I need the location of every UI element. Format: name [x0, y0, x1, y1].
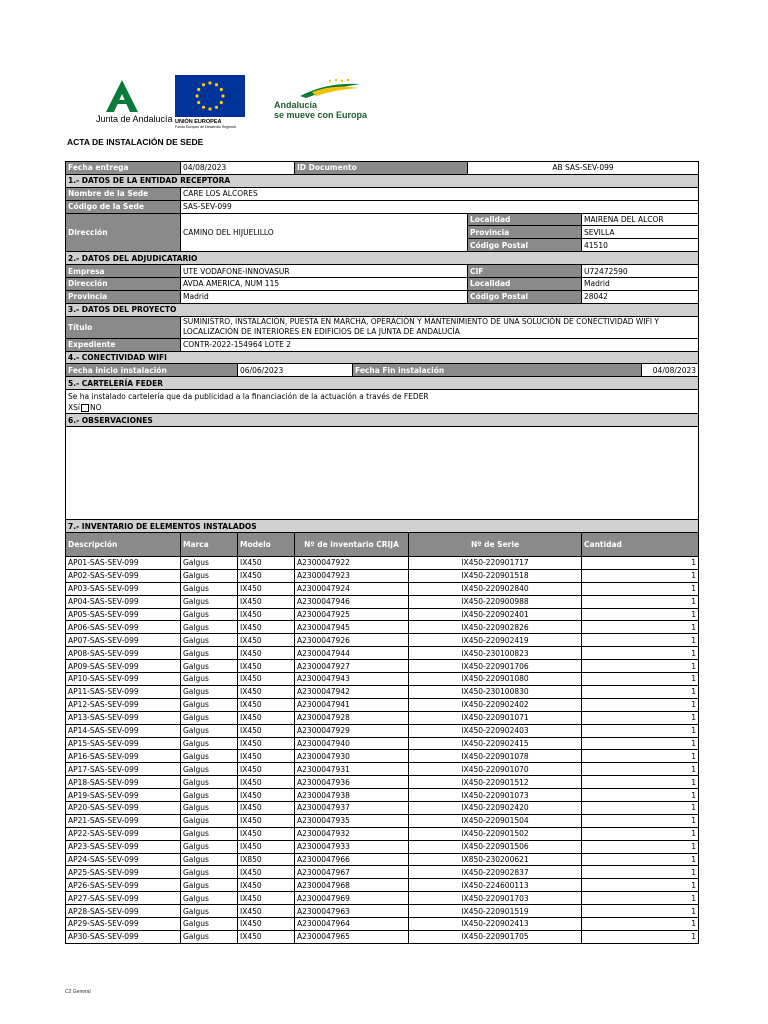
fecha-entrega-value: 04/08/2023 — [181, 162, 295, 175]
cell-inventario: A2300047945 — [295, 621, 409, 634]
section-wifi: 4.- CONECTIVIDAD WIFI — [66, 351, 699, 364]
cell-serie: IX450-220902826 — [409, 621, 582, 634]
cell-descripcion: AP19-SAS-SEV-099 — [66, 789, 181, 802]
direccion-receptora-value: CAMINO DEL HIJUELILLO — [181, 213, 468, 252]
cell-descripcion: AP18-SAS-SEV-099 — [66, 776, 181, 789]
cell-descripcion: AP20-SAS-SEV-099 — [66, 801, 181, 814]
table-row — [66, 917, 699, 930]
cell-descripcion: AP26-SAS-SEV-099 — [66, 879, 181, 892]
cell-serie: IX450-220902420 — [409, 801, 582, 814]
localidad-receptora-label: Localidad — [468, 213, 582, 226]
table-row — [66, 698, 699, 711]
junta-andalucia-logo — [96, 78, 173, 126]
cell-inventario: A2300047938 — [295, 789, 409, 802]
cell-serie: IX450-220901502 — [409, 827, 582, 840]
cell-marca: Galgus — [181, 557, 238, 570]
cell-cantidad: 1 — [582, 647, 699, 660]
header-row — [66, 162, 699, 175]
cell-serie: IX450-220901519 — [409, 905, 582, 918]
cell-marca: Galgus — [181, 660, 238, 673]
junta-a-icon — [102, 78, 142, 114]
cell-inventario: A2300047968 — [295, 879, 409, 892]
cell-inventario: A2300047923 — [295, 569, 409, 582]
cell-cantidad: 1 — [582, 569, 699, 582]
cell-descripcion: AP16-SAS-SEV-099 — [66, 750, 181, 763]
cell-serie: IX450-220901070 — [409, 763, 582, 776]
cell-cantidad: 1 — [582, 673, 699, 686]
union-europea-logo — [175, 75, 247, 133]
cell-descripcion: AP29-SAS-SEV-099 — [66, 917, 181, 930]
cp-receptora-label: Código Postal — [468, 239, 582, 252]
cell-cantidad: 1 — [582, 750, 699, 763]
cell-marca: Galgus — [181, 866, 238, 879]
cell-cantidad: 1 — [582, 801, 699, 814]
cell-cantidad: 1 — [582, 711, 699, 724]
cell-modelo: IX450 — [238, 840, 295, 853]
cell-serie: IX450-220901512 — [409, 776, 582, 789]
table-row — [66, 776, 699, 789]
cell-serie: IX450-220900988 — [409, 595, 582, 608]
direccion-adjudicatario-label: Dirección — [66, 278, 181, 291]
fecha-fin-label: Fecha Fin instalación — [353, 364, 642, 377]
cell-inventario: A2300047933 — [295, 840, 409, 853]
andalucia-swoosh-icon — [272, 78, 364, 100]
cell-marca: Galgus — [181, 750, 238, 763]
table-row — [66, 892, 699, 905]
cell-descripcion: AP22-SAS-SEV-099 — [66, 827, 181, 840]
section-adjudicatario: 2.- DATOS DEL ADJUDICATARIO — [66, 252, 699, 265]
cell-marca: Galgus — [181, 724, 238, 737]
cell-cantidad: 1 — [582, 582, 699, 595]
cell-serie: IX450-220901705 — [409, 930, 582, 943]
cell-modelo: IX450 — [238, 673, 295, 686]
cell-inventario: A2300047925 — [295, 608, 409, 621]
empresa-value: UTE VODAFONE-INNOVASUR — [181, 265, 468, 278]
provincia-adjudicatario-label: Provincia — [66, 290, 181, 303]
cell-serie: IX450-230100823 — [409, 647, 582, 660]
cell-modelo: IX450 — [238, 866, 295, 879]
cell-modelo: IX450 — [238, 827, 295, 840]
feder-text: Se ha instalado cartelería que da publicidad a la financiación de la actuación a través de FEDER — [68, 391, 429, 401]
cell-inventario: A2300047966 — [295, 853, 409, 866]
andalucia-logo-line1: Andalucía — [274, 100, 318, 110]
localidad-adjudicatario-value: Madrid — [582, 278, 699, 291]
cell-inventario: A2300047941 — [295, 698, 409, 711]
table-row — [66, 789, 699, 802]
cell-serie: IX450-220901506 — [409, 840, 582, 853]
acta-form — [65, 161, 698, 944]
table-row — [66, 801, 699, 814]
cell-cantidad: 1 — [582, 776, 699, 789]
nombre-sede-value: CARE LOS ALCORES — [181, 187, 699, 200]
document-title: ACTA DE INSTALACIÓN DE SEDE — [67, 137, 204, 147]
cell-serie: IX450-220901071 — [409, 711, 582, 724]
cell-modelo: IX450 — [238, 892, 295, 905]
cell-inventario: A2300047931 — [295, 763, 409, 776]
id-documento-value: AB SAS-SEV-099 — [468, 162, 699, 175]
table-row — [66, 634, 699, 647]
cell-modelo: IX450 — [238, 608, 295, 621]
cp-adjudicatario-label: Código Postal — [468, 290, 582, 303]
cell-descripcion: AP14-SAS-SEV-099 — [66, 724, 181, 737]
direccion-receptora-label: Dirección — [66, 213, 181, 252]
cell-inventario: A2300047930 — [295, 750, 409, 763]
feder-options — [68, 402, 696, 413]
fecha-inicio-label: Fecha inicio instalación — [66, 364, 238, 377]
col-serie: Nº de Serie — [409, 533, 582, 557]
cell-modelo: IX450 — [238, 595, 295, 608]
cell-modelo: IX450 — [238, 737, 295, 750]
cell-cantidad: 1 — [582, 698, 699, 711]
codigo-sede-label: Código de la Sede — [66, 200, 181, 213]
cell-modelo: IX850 — [238, 853, 295, 866]
cell-cantidad: 1 — [582, 853, 699, 866]
cell-descripcion: AP17-SAS-SEV-099 — [66, 763, 181, 776]
logo-bar — [0, 70, 768, 135]
cell-marca: Galgus — [181, 905, 238, 918]
cell-marca: Galgus — [181, 698, 238, 711]
cell-descripcion: AP12-SAS-SEV-099 — [66, 698, 181, 711]
cell-modelo: IX450 — [238, 557, 295, 570]
inventario-header-row — [66, 533, 699, 557]
cell-marca: Galgus — [181, 879, 238, 892]
table-row — [66, 647, 699, 660]
cell-inventario: A2300047924 — [295, 582, 409, 595]
cell-serie: IX450-220902403 — [409, 724, 582, 737]
col-cantidad: Cantidad — [582, 533, 699, 557]
cell-marca: Galgus — [181, 621, 238, 634]
cell-modelo: IX450 — [238, 789, 295, 802]
expediente-label: Expediente — [66, 338, 181, 351]
cell-descripcion: AP24-SAS-SEV-099 — [66, 853, 181, 866]
table-row — [66, 853, 699, 866]
cell-descripcion: AP13-SAS-SEV-099 — [66, 711, 181, 724]
localidad-adjudicatario-label: Localidad — [468, 278, 582, 291]
cell-descripcion: AP04-SAS-SEV-099 — [66, 595, 181, 608]
direccion-adjudicatario-value: AVDA AMERICA, NUM 115 — [181, 278, 468, 291]
table-row — [66, 557, 699, 570]
cell-modelo: IX450 — [238, 801, 295, 814]
cell-modelo: IX450 — [238, 685, 295, 698]
col-modelo: Modelo — [238, 533, 295, 557]
section-receptora: 1.- DATOS DE LA ENTIDAD RECEPTORA — [66, 174, 699, 187]
section-observaciones: 6.- OBSERVACIONES — [66, 414, 699, 427]
cell-modelo: IX450 — [238, 724, 295, 737]
provincia-receptora-label: Provincia — [468, 226, 582, 239]
eu-flag-icon — [175, 75, 245, 117]
cell-modelo: IX450 — [238, 660, 295, 673]
cell-cantidad: 1 — [582, 724, 699, 737]
cell-serie: IX450-220902401 — [409, 608, 582, 621]
cell-marca: Galgus — [181, 814, 238, 827]
cell-inventario: A2300047942 — [295, 685, 409, 698]
cell-cantidad: 1 — [582, 557, 699, 570]
feder-content — [66, 390, 699, 414]
table-row — [66, 582, 699, 595]
table-row — [66, 595, 699, 608]
cell-marca: Galgus — [181, 673, 238, 686]
cell-descripcion: AP07-SAS-SEV-099 — [66, 634, 181, 647]
cell-cantidad: 1 — [582, 814, 699, 827]
cell-serie: IX450-220901706 — [409, 660, 582, 673]
cell-modelo: IX450 — [238, 569, 295, 582]
cell-serie: IX450-220901078 — [409, 750, 582, 763]
fecha-entrega-label: Fecha entrega — [66, 162, 181, 175]
table-row — [66, 711, 699, 724]
table-row — [66, 673, 699, 686]
cell-descripcion: AP02-SAS-SEV-099 — [66, 569, 181, 582]
cell-inventario: A2300047927 — [295, 660, 409, 673]
cell-descripcion: AP28-SAS-SEV-099 — [66, 905, 181, 918]
cell-descripcion: AP30-SAS-SEV-099 — [66, 930, 181, 943]
fecha-inicio-value: 06/06/2023 — [238, 364, 353, 377]
cell-inventario: A2300047936 — [295, 776, 409, 789]
cell-modelo: IX450 — [238, 711, 295, 724]
table-row — [66, 750, 699, 763]
cell-marca: Galgus — [181, 801, 238, 814]
cell-inventario: A2300047943 — [295, 673, 409, 686]
cell-inventario: A2300047922 — [295, 557, 409, 570]
codigo-sede-value: SAS-SEV-099 — [181, 200, 699, 213]
cell-serie: IX450-220902840 — [409, 582, 582, 595]
cell-marca: Galgus — [181, 608, 238, 621]
cell-inventario: A2300047946 — [295, 595, 409, 608]
cell-descripcion: AP03-SAS-SEV-099 — [66, 582, 181, 595]
cell-marca: Galgus — [181, 685, 238, 698]
cell-cantidad: 1 — [582, 595, 699, 608]
cell-cantidad: 1 — [582, 905, 699, 918]
cell-marca: Galgus — [181, 737, 238, 750]
cell-serie: IX450-220901073 — [409, 789, 582, 802]
cell-serie: IX450-220902402 — [409, 698, 582, 711]
cell-descripcion: AP09-SAS-SEV-099 — [66, 660, 181, 673]
cell-descripcion: AP05-SAS-SEV-099 — [66, 608, 181, 621]
cell-cantidad: 1 — [582, 930, 699, 943]
col-marca: Marca — [181, 533, 238, 557]
feder-si-option[interactable]: XSí — [68, 402, 80, 412]
observaciones-box[interactable] — [66, 427, 699, 520]
table-row — [66, 608, 699, 621]
cell-cantidad: 1 — [582, 608, 699, 621]
cell-serie: IX450-220902415 — [409, 737, 582, 750]
table-row — [66, 621, 699, 634]
cell-cantidad: 1 — [582, 827, 699, 840]
cp-adjudicatario-value: 28042 — [582, 290, 699, 303]
cif-label: CIF — [468, 265, 582, 278]
classification-footer: C2 General — [65, 989, 91, 995]
andalucia-logo-text — [274, 100, 367, 120]
cell-modelo: IX450 — [238, 582, 295, 595]
table-row — [66, 905, 699, 918]
section-inventario: 7.- INVENTARIO DE ELEMENTOS INSTALADOS — [66, 520, 699, 533]
expediente-value: CONTR-2022-154964 LOTE 2 — [181, 338, 699, 351]
cell-modelo: IX450 — [238, 905, 295, 918]
provincia-receptora-value: SEVILLA — [582, 226, 699, 239]
cell-descripcion: AP01-SAS-SEV-099 — [66, 557, 181, 570]
cell-inventario: A2300047965 — [295, 930, 409, 943]
section-feder: 5.- CARTELERÍA FEDER — [66, 377, 699, 390]
cell-modelo: IX450 — [238, 763, 295, 776]
cell-cantidad: 1 — [582, 879, 699, 892]
cell-serie: IX450-220901518 — [409, 569, 582, 582]
inventario-body — [66, 557, 699, 944]
cell-inventario: A2300047940 — [295, 737, 409, 750]
cell-serie: IX450-230100830 — [409, 685, 582, 698]
cell-marca: Galgus — [181, 711, 238, 724]
empresa-label: Empresa — [66, 265, 181, 278]
cell-marca: Galgus — [181, 789, 238, 802]
nombre-sede-label: Nombre de la Sede — [66, 187, 181, 200]
andalucia-europa-logo — [272, 78, 367, 128]
table-row — [66, 724, 699, 737]
cell-modelo: IX450 — [238, 750, 295, 763]
id-documento-label: ID Documento — [295, 162, 468, 175]
cell-cantidad: 1 — [582, 917, 699, 930]
cell-descripcion: AP08-SAS-SEV-099 — [66, 647, 181, 660]
cell-inventario: A2300047964 — [295, 917, 409, 930]
cell-modelo: IX450 — [238, 879, 295, 892]
table-row — [66, 840, 699, 853]
table-row — [66, 737, 699, 750]
cell-serie: IX450-224600113 — [409, 879, 582, 892]
cell-inventario: A2300047929 — [295, 724, 409, 737]
cell-marca: Galgus — [181, 853, 238, 866]
feder-no-label: NO — [89, 402, 102, 412]
cell-modelo: IX450 — [238, 776, 295, 789]
localidad-receptora-value: MAIRENA DEL ALCOR — [582, 213, 699, 226]
table-row — [66, 763, 699, 776]
cell-serie: IX450-220901080 — [409, 673, 582, 686]
acta-table — [65, 161, 699, 944]
cell-serie: IX450-220901717 — [409, 557, 582, 570]
table-row — [66, 879, 699, 892]
cell-serie: IX450-220902837 — [409, 866, 582, 879]
cell-cantidad: 1 — [582, 840, 699, 853]
cell-serie: IX450-220902419 — [409, 634, 582, 647]
cell-marca: Galgus — [181, 840, 238, 853]
cell-marca: Galgus — [181, 827, 238, 840]
cell-modelo: IX450 — [238, 814, 295, 827]
eu-logo-title: UNIÓN EUROPEA — [175, 119, 222, 125]
provincia-adjudicatario-value: Madrid — [181, 290, 468, 303]
cell-inventario: A2300047928 — [295, 711, 409, 724]
cell-modelo: IX450 — [238, 634, 295, 647]
cell-serie: IX450-220901703 — [409, 892, 582, 905]
cell-marca: Galgus — [181, 892, 238, 905]
cell-descripcion: AP21-SAS-SEV-099 — [66, 814, 181, 827]
cell-inventario: A2300047967 — [295, 866, 409, 879]
cell-marca: Galgus — [181, 763, 238, 776]
junta-logo-text: Junta de Andalucía — [96, 114, 173, 124]
cell-serie: IX450-220902413 — [409, 917, 582, 930]
cell-cantidad: 1 — [582, 634, 699, 647]
cell-marca: Galgus — [181, 569, 238, 582]
cell-cantidad: 1 — [582, 866, 699, 879]
cell-descripcion: AP25-SAS-SEV-099 — [66, 866, 181, 879]
cell-marca: Galgus — [181, 647, 238, 660]
cell-inventario: A2300047963 — [295, 905, 409, 918]
cell-cantidad: 1 — [582, 892, 699, 905]
cell-cantidad: 1 — [582, 621, 699, 634]
andalucia-logo-line2: se mueve con Europa — [274, 110, 368, 120]
cell-serie: IX450-220901504 — [409, 814, 582, 827]
cell-descripcion: AP11-SAS-SEV-099 — [66, 685, 181, 698]
col-descripcion: Descripción — [66, 533, 181, 557]
table-row — [66, 814, 699, 827]
table-row — [66, 866, 699, 879]
table-row — [66, 827, 699, 840]
cell-descripcion: AP23-SAS-SEV-099 — [66, 840, 181, 853]
cell-inventario: A2300047932 — [295, 827, 409, 840]
fecha-fin-value: 04/08/2023 — [642, 364, 699, 377]
cell-descripcion: AP27-SAS-SEV-099 — [66, 892, 181, 905]
cell-descripcion: AP10-SAS-SEV-099 — [66, 673, 181, 686]
col-inventario: Nº de inventario CRIJA — [295, 533, 409, 557]
cell-inventario: A2300047969 — [295, 892, 409, 905]
table-row — [66, 685, 699, 698]
cell-modelo: IX450 — [238, 647, 295, 660]
eu-logo-subtitle: Fondo Europeo de Desarrollo Regional — [175, 125, 236, 129]
cp-receptora-value: 41510 — [582, 239, 699, 252]
cell-modelo: IX450 — [238, 698, 295, 711]
cell-cantidad: 1 — [582, 685, 699, 698]
cell-descripcion: AP06-SAS-SEV-099 — [66, 621, 181, 634]
cell-inventario: A2300047944 — [295, 647, 409, 660]
cell-descripcion: AP15-SAS-SEV-099 — [66, 737, 181, 750]
cell-cantidad: 1 — [582, 763, 699, 776]
cell-cantidad: 1 — [582, 789, 699, 802]
cell-marca: Galgus — [181, 917, 238, 930]
cell-marca: Galgus — [181, 776, 238, 789]
cell-modelo: IX450 — [238, 917, 295, 930]
table-row — [66, 569, 699, 582]
feder-no-checkbox[interactable] — [81, 404, 89, 412]
table-row — [66, 930, 699, 943]
cell-modelo: IX450 — [238, 621, 295, 634]
table-row — [66, 660, 699, 673]
cell-marca: Galgus — [181, 930, 238, 943]
cell-inventario: A2300047935 — [295, 814, 409, 827]
cell-marca: Galgus — [181, 582, 238, 595]
titulo-value: SUMINISTRO, INSTALACIÓN, PUESTA EN MARCHA, OPERACIÓN Y MANTENIMIENTO DE UNA SOLUCIÓN DE CONECTIVIDAD WIFI Y LOCALIZACIÓN DE INTERIORES EN EDIFICIOS DE LA JUNTA DE ANDALUCÍA — [181, 316, 699, 338]
titulo-label: Título — [66, 316, 181, 338]
cell-marca: Galgus — [181, 634, 238, 647]
cell-modelo: IX450 — [238, 930, 295, 943]
cell-cantidad: 1 — [582, 737, 699, 750]
cell-cantidad: 1 — [582, 660, 699, 673]
cell-marca: Galgus — [181, 595, 238, 608]
cif-value: U72472590 — [582, 265, 699, 278]
cell-serie: IX850-230200621 — [409, 853, 582, 866]
cell-inventario: A2300047937 — [295, 801, 409, 814]
cell-inventario: A2300047926 — [295, 634, 409, 647]
section-proyecto: 3.- DATOS DEL PROYECTO — [66, 303, 699, 316]
